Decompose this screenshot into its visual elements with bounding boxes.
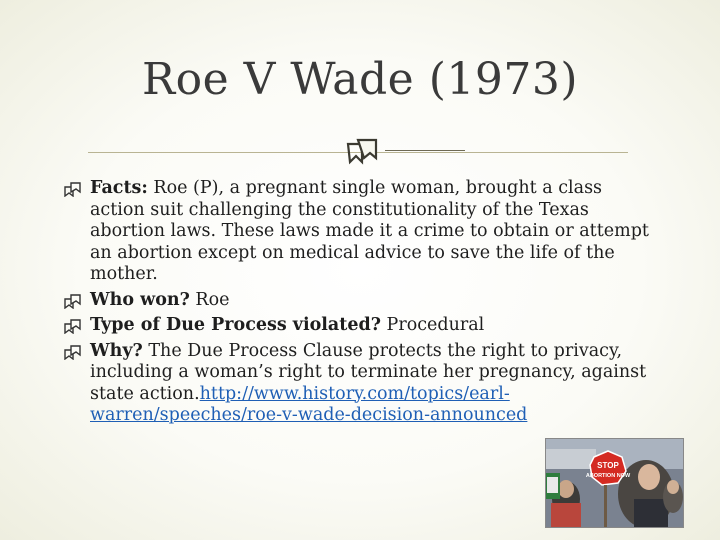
title-divider-accent <box>385 150 465 151</box>
list-item-who-won <box>62 290 662 312</box>
history-link[interactable]: http://www.history.com/topics/earl-warren/speeches/roe-v-wade-decision-announced <box>90 383 528 425</box>
list-item-why <box>62 341 662 427</box>
facts-label: Facts: <box>90 178 148 198</box>
list-item-facts <box>62 178 662 286</box>
why-label: Why? <box>90 340 143 361</box>
protest-photo <box>545 438 684 528</box>
facts-text: Roe (P), a pregnant single woman, brought a class action suit challenging the constitutionality of the Texas abortion laws. These laws made it a crime to obtain or attempt an abortion except on medical advice to save the life of the mother. <box>90 178 649 284</box>
list-item-due-process-type <box>62 315 662 337</box>
sign-stop-text: STOP <box>597 461 619 470</box>
slide-title: Roe V Wade (1973) <box>141 54 579 105</box>
bookmark-bullet-icon <box>64 345 86 360</box>
who-won-text: Roe <box>189 289 230 310</box>
who-won-label: Who won? <box>90 289 190 310</box>
divider-bookmark-icon <box>346 136 382 166</box>
why-text: The Due Process Clause protects the right to privacy, including a woman’s right to terminate her pregnancy, against state action. <box>90 340 647 404</box>
due-process-label: Type of Due Process violated? <box>90 315 381 335</box>
due-process-text: Procedural <box>380 315 485 335</box>
bookmark-bullet-icon <box>64 319 86 334</box>
bullet-list <box>62 178 662 431</box>
bookmark-bullet-icon <box>64 294 86 309</box>
sign-abortion-text: ABORTION NOW <box>585 473 631 479</box>
bookmark-bullet-icon <box>64 182 86 197</box>
